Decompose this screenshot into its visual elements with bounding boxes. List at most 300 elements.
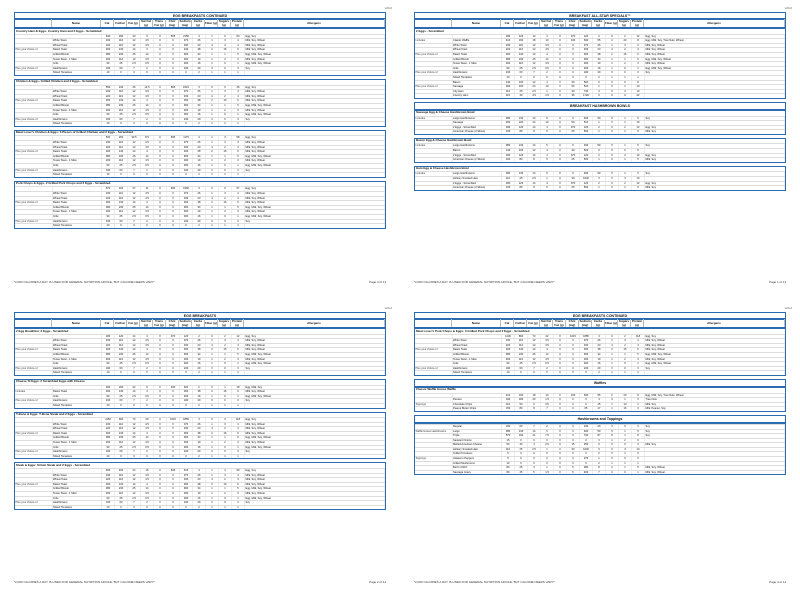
row-value: 5	[567, 466, 580, 470]
row-allergens: Egg, Milk, Soy, Wheat	[645, 67, 785, 71]
row-value: 4	[232, 146, 245, 150]
row-value: 25	[128, 206, 141, 210]
row-allergens: Egg, Milk, Soy, Tree Nuts, Wheat	[645, 39, 785, 43]
row-value: 4.5	[541, 344, 554, 348]
row-prefix	[415, 121, 453, 125]
row-allergens: Milk, Soy, Wheat	[245, 358, 385, 362]
row-allergens: Milk, Soy, Wheat	[245, 95, 385, 99]
row-value: 0	[567, 434, 580, 438]
row-value: 90	[502, 362, 515, 366]
row-value: 0	[554, 430, 567, 434]
table-row	[15, 449, 385, 454]
row-value: 0	[219, 399, 232, 403]
row-value: 2	[219, 146, 232, 150]
row-value: 4.5	[541, 62, 554, 66]
page-body	[14, 328, 386, 513]
row-value: 3	[219, 39, 232, 43]
table-row	[415, 456, 785, 461]
row-value: 300	[502, 53, 515, 57]
row-allergens: Egg, Soy	[245, 35, 385, 39]
row-value: 1	[541, 90, 554, 94]
row-value: 1	[219, 371, 232, 375]
row-value: 20	[528, 398, 541, 402]
row-value: 110	[515, 44, 528, 48]
row-name: Sliced Tomatoes	[453, 371, 503, 375]
row-value: 5	[232, 353, 245, 357]
row-value: 370	[180, 423, 193, 427]
row-value: 5	[606, 430, 619, 434]
row-value: 0	[167, 90, 180, 94]
menu-section	[414, 328, 786, 376]
row-value: 0	[219, 215, 232, 219]
row-value: 12	[528, 62, 541, 66]
row-value: 1015	[167, 418, 180, 422]
row-allergens	[645, 448, 785, 452]
row-value: 3	[632, 71, 645, 75]
row-value: 16	[619, 348, 632, 352]
header-cell: Protein (g)	[231, 319, 243, 327]
row-allergens	[645, 149, 785, 153]
row-value: 14	[528, 126, 541, 130]
row-value: 0	[554, 71, 567, 75]
row-value: 23	[193, 344, 206, 348]
row-name: White Toast	[53, 339, 103, 343]
row-value: 4.5	[141, 358, 154, 362]
row-value: 0	[632, 457, 645, 461]
row-value: 22	[632, 94, 645, 98]
row-allergens: Milk, Soy	[645, 130, 785, 134]
row-value: 5	[528, 471, 541, 475]
row-name: Chocolate Chips	[453, 403, 503, 407]
row-value: 0	[206, 335, 219, 339]
table-row	[15, 205, 385, 210]
header-cell: Fiber (g)	[205, 321, 217, 325]
row-value: 300	[180, 446, 193, 450]
row-value: 0	[554, 452, 567, 456]
row-value: 1	[206, 122, 219, 126]
row-value: 0	[567, 353, 580, 357]
row-value: 0	[167, 173, 180, 177]
row-allergens: Milk, Soy	[645, 186, 785, 190]
row-value: 0	[567, 452, 580, 456]
row-value: 6	[632, 53, 645, 57]
row-value: 1	[606, 407, 619, 411]
row-value: 45	[515, 471, 528, 475]
row-value: 0	[515, 371, 528, 375]
row-value: 370	[567, 154, 580, 158]
row-value: 14	[128, 335, 141, 339]
row-name: Raisin Toast	[53, 348, 103, 352]
row-value: 300	[102, 48, 115, 52]
row-value: 19	[193, 441, 206, 445]
row-value: 2.5	[128, 497, 141, 501]
row-value: 230	[115, 53, 128, 57]
row-value: 120	[115, 335, 128, 339]
row-value: 0	[141, 71, 154, 75]
row-value: 60	[515, 367, 528, 371]
table-row	[415, 185, 785, 190]
row-value: 0	[580, 371, 593, 375]
row-value: 0	[554, 443, 567, 447]
row-prefix: Waffle House Hashbrowns	[415, 430, 453, 434]
row-prefix	[15, 155, 53, 159]
row-value: 14	[541, 58, 554, 62]
row-prefix	[415, 425, 453, 429]
row-allergens: Milk, Soy, Wheat	[245, 39, 385, 43]
row-value: 230	[115, 436, 128, 440]
row-value: 3	[232, 441, 245, 445]
section-title: Country Ham & Eggs- Country Ham and 2 Eggs - Scrambled	[16, 28, 102, 33]
row-name: Hashbrowns	[53, 399, 103, 403]
row-value: 1	[206, 58, 219, 62]
table-row	[15, 196, 385, 201]
row-prefix: Includes	[15, 390, 53, 394]
table-row	[415, 120, 785, 125]
row-prefix	[15, 122, 53, 126]
row-value: 1	[206, 109, 219, 113]
row-value: 230	[502, 44, 515, 48]
row-value: 2	[219, 95, 232, 99]
row-value: 0	[167, 44, 180, 48]
row-prefix	[415, 462, 453, 466]
row-prefix	[15, 339, 53, 343]
row-name: Wheat Toast	[53, 344, 103, 348]
row-allergens: Soy	[645, 430, 785, 434]
row-value: 1	[219, 506, 232, 510]
row-value: 4	[593, 398, 606, 402]
menu-section	[414, 110, 786, 135]
row-value: 4.5	[541, 48, 554, 52]
row-value: 10	[541, 39, 554, 43]
row-value: 730	[580, 434, 593, 438]
row-value: 2	[206, 432, 219, 436]
row-value: 230	[115, 206, 128, 210]
row-value: 130	[115, 348, 128, 352]
row-value: 1	[619, 130, 632, 134]
row-value: 0	[567, 48, 580, 52]
row-value: 59	[593, 172, 606, 176]
row-value: 900	[180, 353, 193, 357]
row-value: 12	[528, 358, 541, 362]
row-allergens: Egg, Milk, Soy, Wheat	[245, 53, 385, 57]
row-allergens: Milk, Soy, Wheat	[245, 427, 385, 431]
row-value: 4	[232, 95, 245, 99]
row-value: 370	[180, 474, 193, 478]
row-value: 0	[219, 450, 232, 454]
row-value: 60	[115, 67, 128, 71]
row-value: 1	[206, 53, 219, 57]
table-row	[15, 158, 385, 163]
row-value: 5	[232, 487, 245, 491]
row-value: 4	[606, 48, 619, 52]
row-value: 2	[619, 62, 632, 66]
row-name: Melted American Cheese	[453, 443, 503, 447]
row-value: 380	[502, 144, 515, 148]
row-value: 12	[128, 90, 141, 94]
row-allergens: Milk, Soy, Wheat	[645, 466, 785, 470]
row-value: 660	[115, 418, 128, 422]
section-title: Steak & Eggs: Sirloin Steak and 2 Eggs - Scrambled	[16, 462, 91, 467]
page-number: Page 3 of 11	[369, 280, 386, 284]
row-value: 2	[193, 386, 206, 390]
row-value: 5	[632, 172, 645, 176]
row-value: 2	[593, 462, 606, 466]
row-value: 1855	[580, 335, 593, 339]
row-value: 12	[528, 44, 541, 48]
row-value: 10	[102, 71, 115, 75]
row-value: 1	[206, 39, 219, 43]
row-prefix: Plus your choice of	[15, 450, 53, 454]
row-value: 360	[180, 390, 193, 394]
row-value: 0	[219, 367, 232, 371]
row-value: 26	[193, 39, 206, 43]
row-value: 1	[619, 353, 632, 357]
row-value: 0	[554, 53, 567, 57]
row-value: 0	[606, 126, 619, 130]
row-value: 8	[632, 434, 645, 438]
row-value: 0	[606, 149, 619, 153]
row-value: 0	[567, 62, 580, 66]
row-value: 0	[154, 155, 167, 159]
table-row	[415, 470, 785, 475]
row-value: 0	[115, 506, 128, 510]
row-value: 12	[528, 48, 541, 52]
row-name: Grilled Biscuit	[53, 104, 103, 108]
row-value: 240	[580, 425, 593, 429]
row-value: 26	[593, 339, 606, 343]
row-value: 59	[593, 144, 606, 148]
row-value: 4	[206, 197, 219, 201]
row-value: 2	[193, 404, 206, 408]
row-value: 300	[180, 164, 193, 168]
row-value: 3	[193, 35, 206, 39]
row-value: 0	[567, 358, 580, 362]
row-value: 110	[515, 62, 528, 66]
row-value: 1	[206, 224, 219, 228]
page-body	[414, 328, 786, 478]
row-value: 0.5	[141, 215, 154, 219]
row-value: 2	[619, 126, 632, 130]
row-value: 0	[219, 67, 232, 71]
row-value: 0	[154, 478, 167, 482]
row-value: 0	[219, 35, 232, 39]
row-value: 2.5	[128, 215, 141, 219]
row-allergens: Soy	[245, 169, 385, 173]
table-row	[15, 361, 385, 366]
header-cell: Sat Fat (g)	[540, 319, 551, 327]
row-prefix: Toppings	[415, 457, 453, 461]
row-prefix	[415, 398, 453, 402]
row-name: Hashbrowns	[53, 450, 103, 454]
row-value: 240	[180, 220, 193, 224]
row-value: 5	[541, 172, 554, 176]
row-value: 1	[606, 58, 619, 62]
row-name: Bacon	[453, 149, 503, 153]
row-value: 34	[193, 487, 206, 491]
row-value: 0	[154, 122, 167, 126]
row-name: Wheat Toast	[53, 95, 103, 99]
table-row	[15, 343, 385, 348]
section-title: Cheese 'N Eggs: 2 Scrambled Eggs with Cheese	[16, 379, 85, 384]
row-name: Sliced Tomatoes	[53, 71, 103, 75]
row-value: 7	[128, 367, 141, 371]
row-name: Raisin Toast	[53, 390, 103, 394]
row-value: 14	[128, 348, 141, 352]
row-value: 4.5	[141, 159, 154, 163]
row-value: 4	[141, 48, 154, 52]
table-row	[415, 129, 785, 134]
row-value: 12	[128, 44, 141, 48]
row-name: Raisin Toast	[53, 483, 103, 487]
row-value: 1	[619, 158, 632, 162]
row-allergens: Tree Nuts	[645, 398, 785, 402]
row-prefix	[415, 344, 453, 348]
row-prefix	[15, 35, 53, 39]
row-value: 0	[128, 122, 141, 126]
row-value: 0	[167, 220, 180, 224]
row-value: 1	[232, 404, 245, 408]
row-value: 0	[154, 95, 167, 99]
row-value: 16	[193, 395, 206, 399]
row-value: 360	[180, 432, 193, 436]
row-value: 0	[167, 399, 180, 403]
table-row	[415, 43, 785, 48]
row-value: 220	[502, 344, 515, 348]
row-value: 0	[554, 85, 567, 89]
row-value: 110	[502, 177, 515, 181]
row-prefix	[415, 76, 453, 80]
row-value: 0	[154, 348, 167, 352]
row-value: 4	[141, 348, 154, 352]
row-value: 29	[193, 67, 206, 71]
row-value: 0	[219, 86, 232, 90]
row-value: 0	[554, 398, 567, 402]
header-cell: Carbs (g)	[192, 319, 205, 327]
row-value: 22	[541, 335, 554, 339]
row-value: 5	[632, 430, 645, 434]
header-cell: Fat (g)	[127, 319, 140, 327]
table-row	[15, 34, 385, 39]
header-cell: Fiber (g)	[205, 21, 217, 25]
row-value: 3	[632, 425, 645, 429]
section-banner: BREAKFAST ALL-STAR SPECIALS™	[414, 12, 786, 20]
row-prefix	[15, 395, 53, 399]
row-value: 0	[154, 455, 167, 459]
header-cell: Sugars (g)	[618, 319, 630, 327]
row-name: Hashbrowns	[53, 367, 103, 371]
row-value: 40	[515, 94, 528, 98]
footer-note: *2,000 CALORIES A DAY IS USED FOR GENERAL NUTRITION ADVICE, BUT CALORIE NEEDS VARY*	[414, 280, 555, 284]
row-allergens	[245, 404, 385, 408]
row-value: 0	[154, 367, 167, 371]
row-value: 12	[128, 441, 141, 445]
row-name: Texas Toast - 1 Slice	[453, 62, 503, 66]
row-value: 160	[515, 39, 528, 43]
row-value: 2	[593, 35, 606, 39]
row-value: 0	[554, 117, 567, 121]
row-value: 550	[102, 86, 115, 90]
row-name	[53, 386, 103, 390]
row-value: 0	[554, 407, 567, 411]
row-allergens: Egg, Milk, Soy, Wheat	[245, 395, 385, 399]
row-value: 0	[167, 358, 180, 362]
row-value: 3	[232, 118, 245, 122]
row-value: 380	[102, 155, 115, 159]
row-name: Texas Toast - 1 Slice	[53, 109, 103, 113]
row-value: 4	[541, 53, 554, 57]
row-value: 2	[219, 159, 232, 163]
row-value: 4.5	[141, 90, 154, 94]
row-allergens: Soy	[245, 67, 385, 71]
table-row	[15, 435, 385, 440]
row-name: American Cheese (2 Slices)	[453, 186, 503, 190]
row-value: 0	[567, 407, 580, 411]
row-value: 0	[554, 434, 567, 438]
row-name: Wheat Toast	[53, 44, 103, 48]
row-name: 2 Eggs - Scrambled	[453, 126, 503, 130]
row-allergens	[645, 121, 785, 125]
row-allergens	[645, 85, 785, 89]
row-value: 1	[219, 71, 232, 75]
row-value: 1	[593, 457, 606, 461]
row-value: 12	[632, 126, 645, 130]
table-row	[15, 66, 385, 71]
table-row	[415, 343, 785, 348]
row-name: Texas Toast - 1 Slice	[53, 58, 103, 62]
row-value: 230	[115, 104, 128, 108]
row-allergens: Milk, Soy, Wheat	[245, 44, 385, 48]
row-allergens	[645, 452, 785, 456]
table-row	[415, 465, 785, 470]
row-value: 0	[554, 403, 567, 407]
row-value: 25	[128, 436, 141, 440]
row-prefix	[15, 224, 53, 228]
row-value: 34	[193, 155, 206, 159]
row-value: 0	[167, 455, 180, 459]
row-value: 0	[167, 197, 180, 201]
row-value: 0	[619, 367, 632, 371]
row-allergens: Milk, Soy, Wheat	[645, 53, 785, 57]
row-value: 3	[619, 177, 632, 181]
row-value: 5	[541, 117, 554, 121]
row-prefix	[15, 478, 53, 482]
row-value: 1	[619, 398, 632, 402]
row-prefix	[415, 44, 453, 48]
row-value: 19	[193, 58, 206, 62]
row-value: 2	[141, 118, 154, 122]
row-value: 8	[632, 394, 645, 398]
row-value: 1	[206, 395, 219, 399]
row-value: 190	[502, 71, 515, 75]
row-value: 3	[232, 210, 245, 214]
row-value: 16	[193, 113, 206, 117]
row-value: 7	[541, 407, 554, 411]
table-row	[15, 108, 385, 113]
row-value: 130	[115, 483, 128, 487]
row-allergens	[245, 506, 385, 510]
row-value: 25	[115, 497, 128, 501]
row-value: 320	[115, 187, 128, 191]
row-value: 14	[528, 182, 541, 186]
row-value: 900	[180, 436, 193, 440]
row-value: 14	[128, 150, 141, 154]
section-title: Chicken & Eggs- Grilled Chicken and 2 Eggs - Scrambled	[16, 79, 98, 84]
table-row	[415, 352, 785, 357]
row-value: 3	[593, 448, 606, 452]
page-number: Page 1 of 11	[769, 280, 786, 284]
row-value: 3	[606, 425, 619, 429]
row-value: 5	[232, 206, 245, 210]
